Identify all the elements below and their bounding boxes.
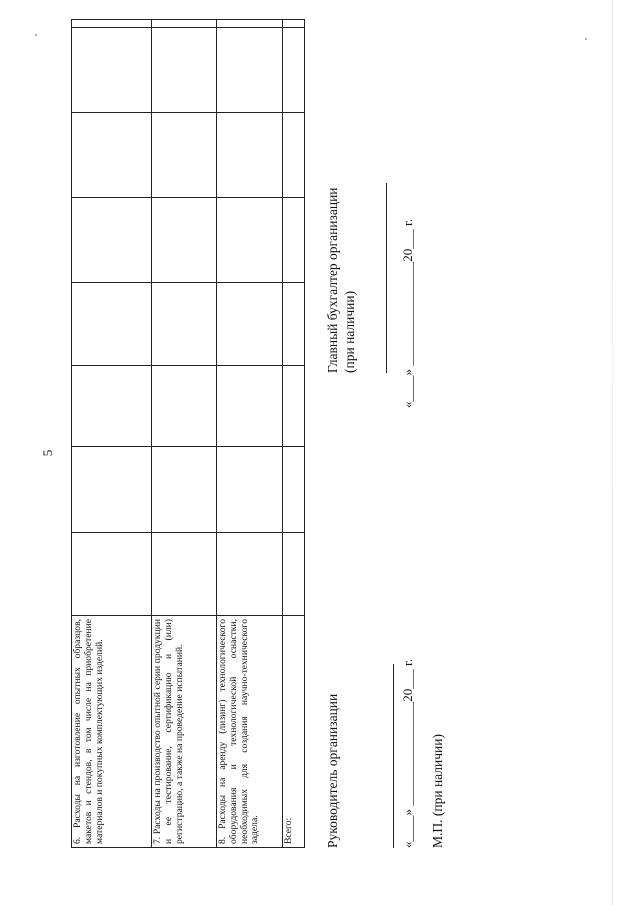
table-cell [72, 113, 152, 198]
table-cell [217, 447, 283, 533]
table-cell [217, 20, 283, 28]
table-row [72, 20, 152, 848]
table-cell [72, 533, 152, 616]
table-cell [72, 28, 152, 113]
head-date-line: «____» ________________20___ г. [400, 658, 415, 848]
cost-table [71, 19, 305, 848]
table-cell [217, 113, 283, 198]
row-label-total: Всего: [283, 616, 305, 848]
table-cell [217, 198, 283, 283]
table-cell [72, 366, 152, 447]
table-cell [72, 447, 152, 533]
table-cell [152, 447, 217, 533]
row-label: 6. Расходы на изготовление опытных образцов, макетов и стендов, в том числе на приобретение материалов и покупных комплектующих изделий. [72, 616, 152, 848]
table-row [217, 20, 283, 848]
page-number: 5 [40, 449, 55, 457]
table-cell [283, 533, 305, 616]
table-cell [152, 366, 217, 447]
table-cell [283, 20, 305, 28]
accountant-date-line: «____» ________________20___ г. [400, 218, 415, 408]
accountant-subtitle: (при наличии) [342, 290, 357, 373]
head-seal-label: М.П. (при наличии) [430, 734, 445, 848]
table-cell [152, 198, 217, 283]
table-row [283, 20, 305, 848]
table-cell [217, 28, 283, 113]
table-cell [72, 283, 152, 366]
table-cell [283, 28, 305, 113]
table-cell [283, 283, 305, 366]
table-cell [152, 283, 217, 366]
table-cell [217, 283, 283, 366]
table-cell [283, 366, 305, 447]
table-cell [152, 20, 217, 28]
table-cell [283, 198, 305, 283]
table-cell [152, 533, 217, 616]
table-row [152, 20, 217, 848]
table-cell [217, 533, 283, 616]
table-cell [217, 366, 283, 447]
row-label: 8. Расходы на аренду (лизинг) технологического оборудования и технологической оснастки, необходимых для создания научно-технического задела. [217, 616, 283, 848]
head-title: Руководитель организации [325, 693, 340, 848]
accountant-title: Главный бухгалтер организации [325, 187, 340, 373]
row-label: 7. Расходы на производство опытной серии продукции и ее тестирование, сертификацию и (или) регистрацию, а также на проведение испытаний. [152, 616, 217, 848]
table-cell [152, 113, 217, 198]
table-cell [72, 198, 152, 283]
table-cell [283, 447, 305, 533]
accountant-signature-line [386, 183, 387, 373]
head-signature-line [393, 664, 394, 848]
table-cell [152, 28, 217, 113]
table-cell [72, 20, 152, 28]
table-cell [283, 113, 305, 198]
